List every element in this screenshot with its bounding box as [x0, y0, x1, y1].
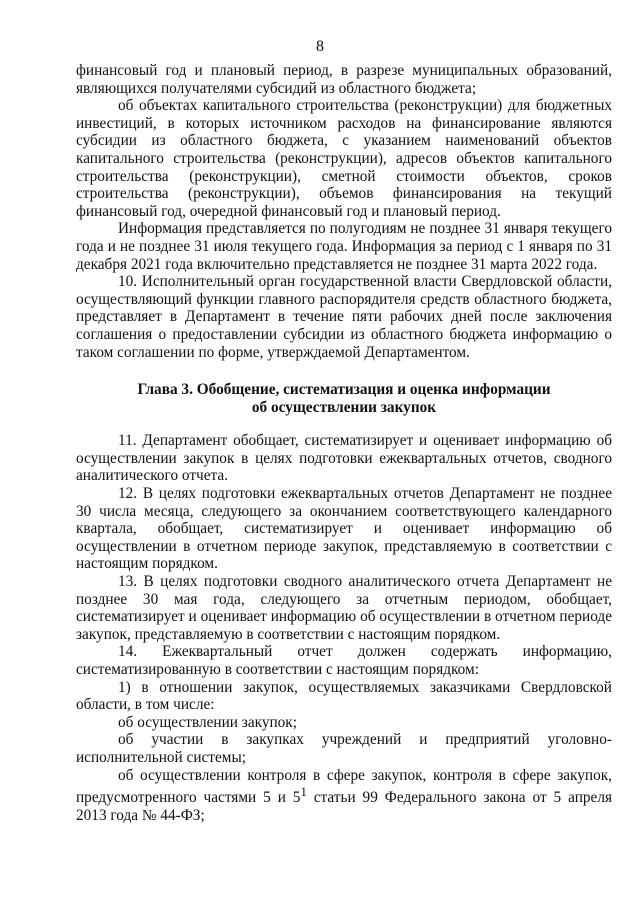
paragraph: [76, 767, 612, 825]
chapter-heading: [76, 381, 612, 416]
paragraph: финансовый год и плановый период, в разрезе муниципальных образований, являющихся получателями субсидий из областного бюджета;: [76, 62, 612, 97]
paragraph: 12. В целях подготовки ежеквартальных отчетов Департамент не позднее 30 числа месяца, следующего за окончанием соответствующего календарного квартала, обобщает, систематизирует и оценивает информацию об осуществлении в отчетном периоде закупок, представляемую в соответствии с настоящим порядком.: [76, 485, 612, 573]
chapter-heading-line: Глава 3. Обобщение, систематизация и оценка информации: [137, 381, 551, 399]
paragraph: об объектах капитального строительства (реконструкции) для бюджетных инвестиций, в которых источником расходов на финансирование являются субсидии из областного бюджета, с указанием наименований объектов капитального строительства (реконструкции), адресов объектов капитального строительства (реконструкции), сметной стоимости объектов, сроков строительства (реконструкции), объемов финансирования на текущий финансовый год, очередной финансовый год и плановый период.: [76, 97, 612, 220]
paragraph-text: об осуществлении контроля в сфере закупок, контроля в сфере закупок, предусмотренного частями 5 и 5: [76, 766, 612, 807]
paragraph: Информация представляется по полугодиям не позднее 31 января текущего года и не позднее 31 июля текущего года. Информация за период с 1 января по 31 декабря 2021 года включительно представляется не позднее 31 марта 2022 года.: [76, 220, 612, 273]
superscript: 1: [300, 785, 307, 800]
paragraph: 13. В целях подготовки сводного аналитического отчета Департамент не позднее 30 мая года, следующего за отчетным периодом, обобщает, систематизирует и оценивает информацию об осуществлении в отчетном периоде закупок, представляемую в соответствии с настоящим порядком.: [76, 573, 612, 643]
paragraph: 10. Исполнительный орган государственной власти Свердловской области, осуществляющий функции главного распорядителя средств областного бюджета, представляет в Департамент в течение пяти рабочих дней после заключения соглашения о предоставлении субсидии из областного бюджета информацию о таком соглашении по форме, утверждаемой Департаментом.: [76, 273, 612, 361]
page-number: 8: [316, 38, 324, 55]
paragraph: 11. Департамент обобщает, систематизирует и оценивает информацию об осуществлении закупок в целях подготовки ежеквартальных отчетов, сводного аналитического отчета.: [76, 432, 612, 485]
document-body: [76, 62, 612, 824]
paragraph: 1) в отношении закупок, осуществляемых заказчиками Свердловской области, в том числе:: [76, 678, 612, 714]
paragraph-text: статьи 99 Федерального закона от 5 апреля 2013 года № 44-ФЗ;: [76, 789, 612, 824]
chapter-heading-line: об осуществлении закупок: [251, 398, 437, 416]
paragraph: 14. Ежеквартальный отчет должен содержать информацию, систематизированную в соответствии с настоящим порядком:: [76, 643, 612, 678]
paragraph: об участии в закупках учреждений и предприятий уголовно-исполнительной системы;: [76, 731, 612, 766]
paragraph: об осуществлении закупок;: [118, 713, 297, 731]
